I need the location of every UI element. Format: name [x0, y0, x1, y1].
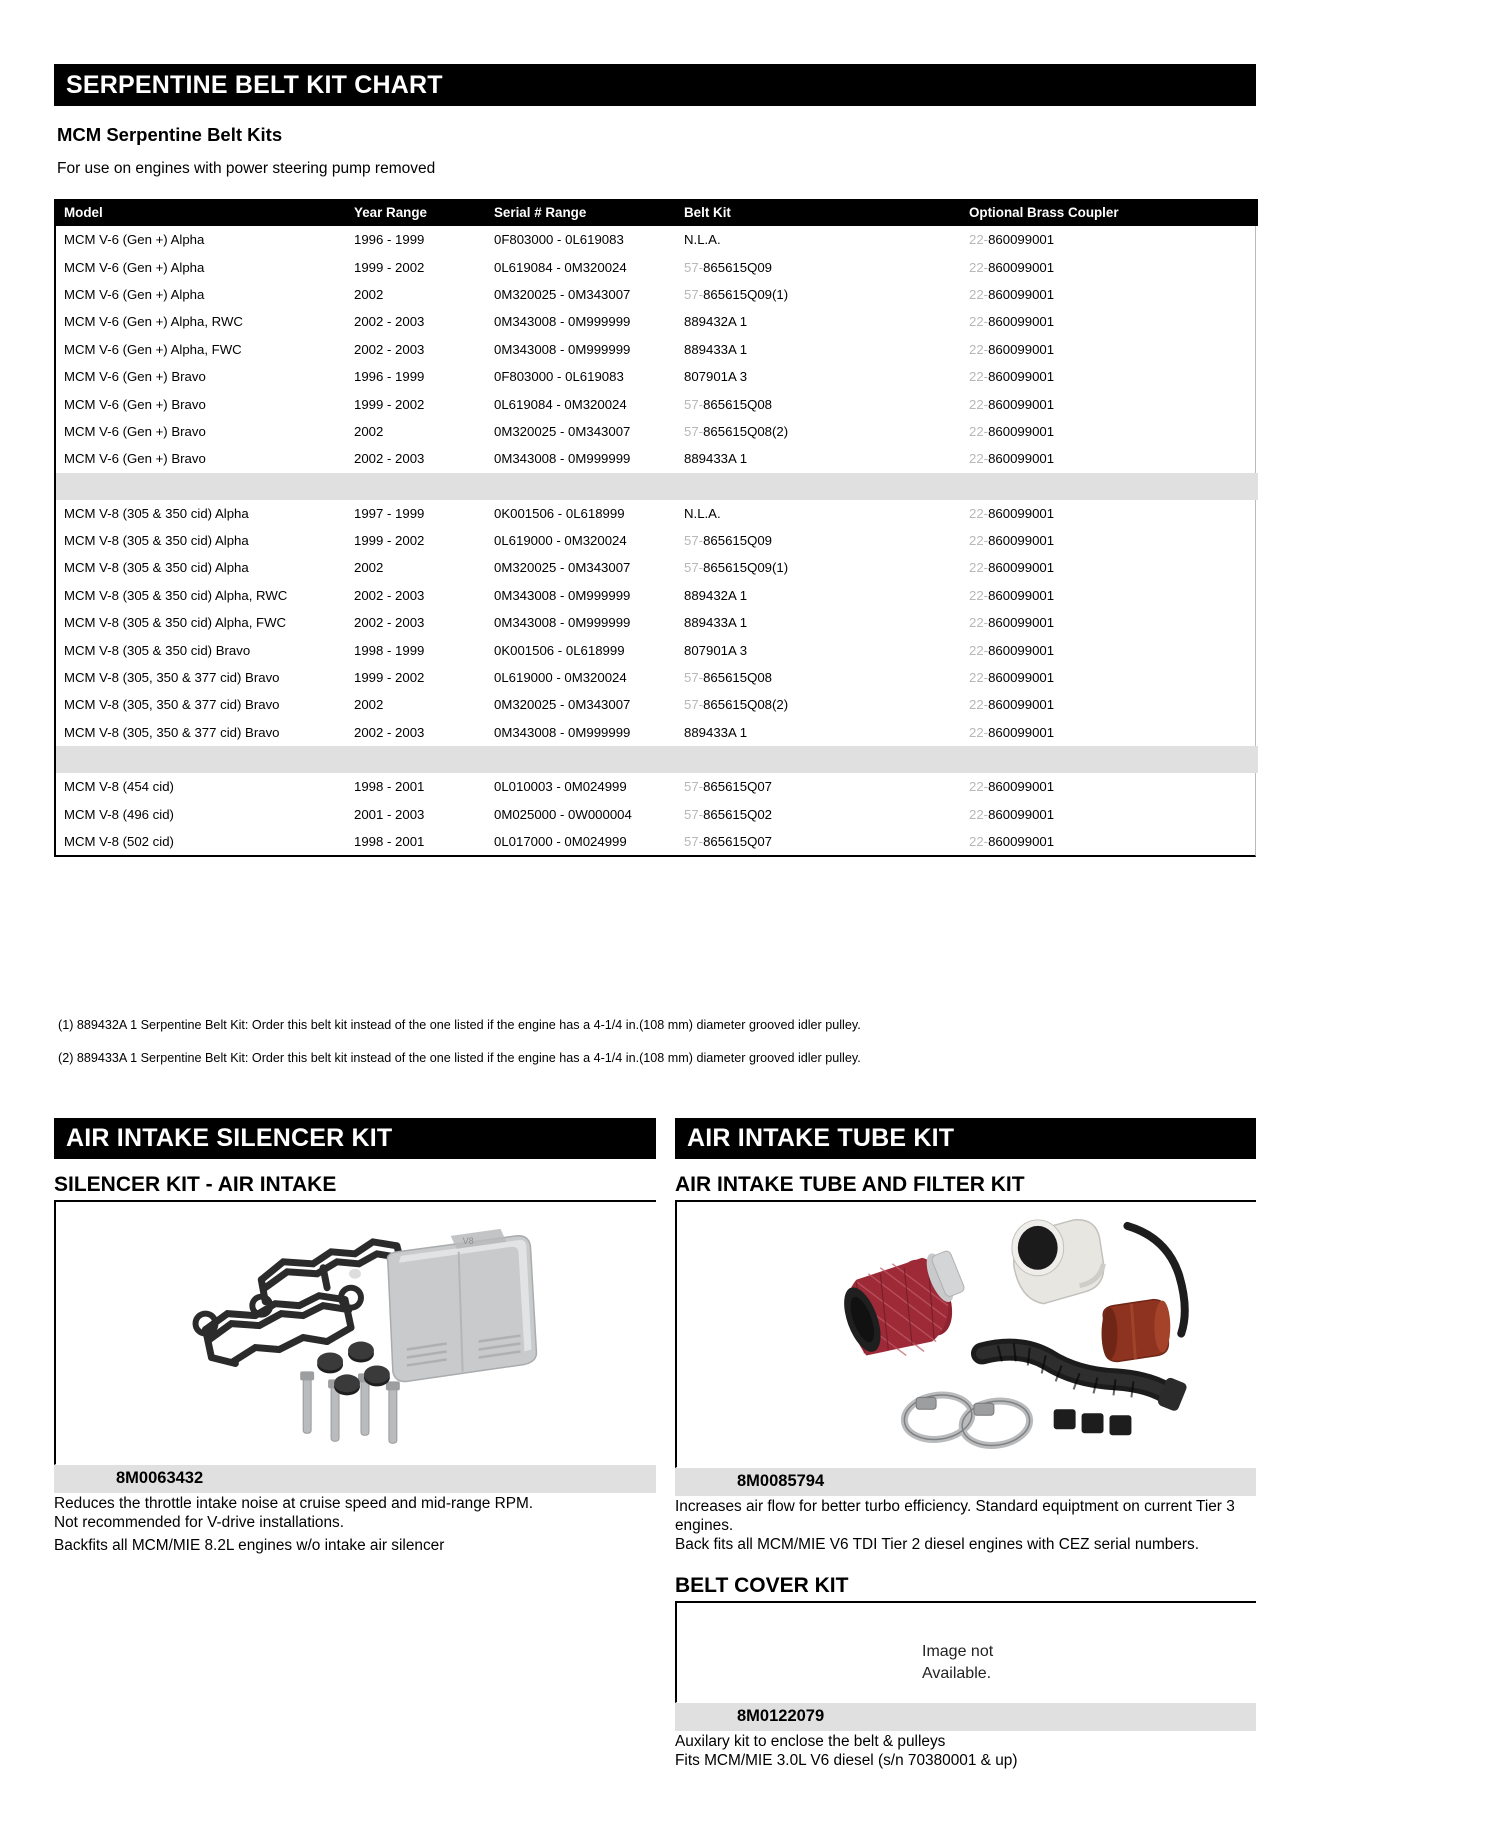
cell-serial-range: 0L017000 - 0M024999 — [494, 834, 627, 849]
cell-model: MCM V-8 (305 & 350 cid) Alpha — [64, 505, 249, 521]
table-row — [56, 226, 1258, 253]
serpentine-belt-kit-table-wrapper — [54, 199, 1256, 857]
cell-year-range: 1999 - 2002 — [354, 396, 425, 412]
cell-optional-brass-coupler — [961, 363, 1258, 390]
cell-belt-kit — [676, 773, 961, 800]
belt-kit-prefix: 57- — [684, 259, 704, 275]
column-header-belt-kit: Belt Kit — [676, 199, 961, 226]
svg-text:V8: V8 — [462, 1235, 474, 1246]
brass-coupler-number: 860099001 — [988, 396, 1055, 412]
brass-coupler-number: 860099001 — [988, 697, 1055, 713]
cell-belt-kit — [676, 445, 961, 472]
belt-kit-number: N.L.A. — [684, 232, 721, 248]
belt-kit-number: 807901A 3 — [684, 642, 748, 658]
cell-year-range: 2002 - 2003 — [354, 615, 425, 631]
cell-model: MCM V-6 (Gen +) Bravo — [64, 369, 206, 385]
image-na-line-1: Image not — [922, 1643, 994, 1661]
belt-cover-desc-line-1: Auxilary kit to enclose the belt & pulleys — [675, 1733, 946, 1751]
cell-model: MCM V-8 (305, 350 & 377 cid) Bravo — [64, 670, 280, 686]
cell-serial-range: 0M343008 - 0M999999 — [494, 587, 631, 603]
image-not-available-text — [922, 1641, 993, 1684]
brass-coupler-number: 860099001 — [988, 232, 1055, 248]
cell-belt-kit — [676, 336, 961, 363]
cell-optional-brass-coupler — [961, 336, 1258, 363]
cell-optional-brass-coupler — [961, 418, 1258, 445]
belt-kit-number: 889433A 1 — [684, 724, 748, 740]
cell-year-range: 2002 — [354, 286, 384, 302]
cell-optional-brass-coupler — [961, 226, 1258, 253]
table-row — [56, 582, 1258, 609]
cell-year-range: 1998 - 2001 — [354, 779, 425, 795]
cell-model: MCM V-8 (305, 350 & 377 cid) Bravo — [64, 724, 280, 740]
brass-coupler-prefix: 22- — [969, 259, 989, 275]
cell-serial-range: 0M025000 - 0W000004 — [494, 806, 632, 822]
belt-kit-number: 865615Q08 — [703, 396, 772, 412]
brass-coupler-prefix: 22- — [969, 724, 989, 740]
table-row — [56, 336, 1258, 363]
table-row — [56, 773, 1258, 800]
cell-year-range: 1996 - 1999 — [354, 369, 425, 385]
brass-coupler-prefix: 22- — [969, 533, 989, 549]
silencer-desc-line-1: Reduces the throttle intake noise at cruise speed and mid-range RPM. — [54, 1495, 534, 1512]
cell-year-range: 1999 - 2002 — [354, 259, 425, 275]
table-row — [56, 445, 1258, 472]
belt-kit-number: 865615Q07 — [703, 779, 772, 795]
cell-model: MCM V-6 (Gen +) Alpha, RWC — [64, 314, 243, 330]
brass-coupler-prefix: 22- — [969, 587, 989, 603]
air-intake-tube-section — [675, 1118, 1256, 1771]
tube-banner-title: AIR INTAKE TUBE KIT — [675, 1118, 1256, 1159]
table-spacer-cell — [56, 746, 1258, 773]
brass-coupler-prefix: 22- — [969, 341, 989, 357]
cell-serial-range: 0M320025 - 0M343007 — [494, 286, 631, 302]
table-row — [56, 281, 1258, 308]
belt-kit-prefix: 57- — [684, 697, 704, 713]
cell-belt-kit — [676, 363, 961, 390]
cell-belt-kit — [676, 664, 961, 691]
brass-coupler-number: 860099001 — [988, 369, 1055, 385]
table-row — [56, 800, 1258, 827]
column-header-model: Model — [56, 199, 346, 226]
table-row — [56, 253, 1258, 280]
cell-year-range: 1997 - 1999 — [354, 505, 425, 521]
cell-model: MCM V-6 (Gen +) Alpha, FWC — [64, 341, 242, 357]
brass-coupler-prefix: 22- — [969, 232, 989, 248]
table-spacer-row — [56, 746, 1258, 773]
cell-belt-kit — [676, 500, 961, 527]
brass-coupler-number: 860099001 — [988, 533, 1055, 549]
table-row — [56, 554, 1258, 581]
belt-kit-number: 807901A 3 — [684, 369, 748, 385]
cell-year-range: 2002 - 2003 — [354, 724, 425, 740]
cell-optional-brass-coupler — [961, 800, 1258, 827]
cell-optional-brass-coupler — [961, 500, 1258, 527]
tube-desc-line-2: engines. — [675, 1516, 734, 1534]
cell-optional-brass-coupler — [961, 609, 1258, 636]
cell-optional-brass-coupler — [961, 719, 1258, 746]
belt-kit-prefix: 57- — [684, 670, 704, 686]
cell-model: MCM V-8 (305 & 350 cid) Bravo — [64, 642, 251, 658]
cell-year-range: 2002 - 2003 — [354, 314, 425, 330]
belt-cover-desc-line-2: Fits MCM/MIE 3.0L V6 diesel (s/n 70380001 & up) — [675, 1752, 1018, 1770]
brass-coupler-prefix: 22- — [969, 697, 989, 713]
belt-kit-prefix: 57- — [684, 560, 704, 576]
column-header-optional-brass-coupler: Optional Brass Coupler — [961, 199, 1258, 226]
brass-coupler-prefix: 22- — [969, 806, 989, 822]
belt-kit-number: 865615Q09(1) — [703, 560, 789, 576]
table-row — [56, 390, 1258, 417]
cell-serial-range: 0K001506 - 0L618999 — [494, 505, 625, 521]
tube-part-number: 8M0085794 — [675, 1468, 1256, 1496]
cell-belt-kit — [676, 719, 961, 746]
column-header-serial-range: Serial # Range — [486, 199, 676, 226]
brass-coupler-number: 860099001 — [988, 587, 1055, 603]
brass-coupler-prefix: 22- — [969, 314, 989, 330]
table-row — [56, 308, 1258, 335]
belt-kit-number: N.L.A. — [684, 505, 721, 521]
cell-serial-range: 0L619084 - 0M320024 — [494, 259, 627, 275]
cell-optional-brass-coupler — [961, 773, 1258, 800]
cell-model: MCM V-8 (305, 350 & 377 cid) Bravo — [64, 697, 280, 713]
brass-coupler-number: 860099001 — [988, 834, 1055, 849]
tube-desc-line-1: Increases air flow for better turbo efficiency. Standard equiptment on current Tier 3 — [675, 1498, 1235, 1515]
brass-coupler-prefix: 22- — [969, 560, 989, 576]
cell-belt-kit — [676, 636, 961, 663]
brass-coupler-prefix: 22- — [969, 423, 989, 439]
belt-cover-photo-placeholder — [675, 1603, 1256, 1703]
brass-coupler-number: 860099001 — [988, 423, 1055, 439]
cell-serial-range: 0M343008 - 0M999999 — [494, 314, 631, 330]
table-spacer-row — [56, 473, 1258, 500]
page-subtitle: MCM Serpentine Belt Kits — [57, 124, 283, 145]
cell-serial-range: 0F803000 - 0L619083 — [494, 369, 624, 385]
brass-coupler-number: 860099001 — [988, 724, 1055, 740]
cell-optional-brass-coupler — [961, 390, 1258, 417]
brass-coupler-number: 860099001 — [988, 314, 1055, 330]
cell-year-range: 2002 — [354, 560, 384, 576]
belt-kit-number: 865615Q07 — [703, 834, 772, 849]
cell-optional-brass-coupler — [961, 308, 1258, 335]
belt-kit-number: 865615Q08(2) — [703, 697, 789, 713]
belt-kit-number: 889433A 1 — [684, 615, 748, 631]
silencer-kit-photo — [54, 1202, 656, 1465]
cell-model: MCM V-8 (305 & 350 cid) Alpha, FWC — [64, 615, 287, 631]
cell-belt-kit — [676, 308, 961, 335]
cell-optional-brass-coupler — [961, 554, 1258, 581]
cell-year-range: 2002 — [354, 697, 384, 713]
brass-coupler-prefix: 22- — [969, 670, 989, 686]
table-row — [56, 363, 1258, 390]
belt-kit-prefix: 57- — [684, 396, 704, 412]
cell-serial-range: 0M343008 - 0M999999 — [494, 724, 631, 740]
belt-kit-number: 889433A 1 — [684, 451, 748, 467]
cell-optional-brass-coupler — [961, 691, 1258, 718]
cell-serial-range: 0M343008 - 0M999999 — [494, 451, 631, 467]
belt-kit-number: 889432A 1 — [684, 314, 748, 330]
cell-serial-range: 0M320025 - 0M343007 — [494, 560, 631, 576]
brass-coupler-number: 860099001 — [988, 642, 1055, 658]
brass-coupler-number: 860099001 — [988, 259, 1055, 275]
silencer-desc-line-3: Backfits all MCM/MIE 8.2L engines w/o intake air silencer — [54, 1536, 445, 1554]
cell-belt-kit — [676, 390, 961, 417]
tube-desc-line-3: Back fits all MCM/MIE V6 TDI Tier 2 diesel engines with CEZ serial numbers. — [675, 1535, 1200, 1553]
belt-kit-prefix: 57- — [684, 779, 704, 795]
cell-serial-range: 0L619000 - 0M320024 — [494, 533, 627, 549]
cell-serial-range: 0M320025 - 0M343007 — [494, 697, 631, 713]
brass-coupler-number: 860099001 — [988, 779, 1055, 795]
silencer-description — [54, 1493, 656, 1555]
cell-model: MCM V-6 (Gen +) Alpha — [64, 232, 205, 248]
brass-coupler-number: 860099001 — [988, 286, 1055, 302]
belt-kit-prefix: 57- — [684, 286, 704, 302]
column-header-year-range: Year Range — [346, 199, 486, 226]
cell-model: MCM V-8 (496 cid) — [64, 806, 174, 822]
cell-belt-kit — [676, 609, 961, 636]
belt-kit-prefix: 57- — [684, 423, 704, 439]
brass-coupler-number: 860099001 — [988, 451, 1055, 467]
cell-year-range: 1999 - 2002 — [354, 533, 425, 549]
silencer-desc-line-2: Not recommended for V-drive installations. — [54, 1513, 344, 1531]
brass-coupler-number: 860099001 — [988, 670, 1055, 686]
table-row — [56, 828, 1258, 855]
cell-belt-kit — [676, 226, 961, 253]
cell-belt-kit — [676, 828, 961, 855]
belt-kit-number: 865615Q08 — [703, 670, 772, 686]
cell-year-range: 2002 — [354, 423, 384, 439]
cell-model: MCM V-8 (454 cid) — [64, 779, 174, 795]
cell-year-range: 2002 - 2003 — [354, 451, 425, 467]
table-row — [56, 527, 1258, 554]
cell-model: MCM V-6 (Gen +) Alpha — [64, 259, 205, 275]
cell-optional-brass-coupler — [961, 281, 1258, 308]
cell-serial-range: 0L619084 - 0M320024 — [494, 396, 627, 412]
tube-kit-photo — [675, 1202, 1256, 1468]
tube-description — [675, 1496, 1256, 1554]
table-row — [56, 418, 1258, 445]
cell-year-range: 1998 - 2001 — [354, 834, 425, 849]
tube-kit-title: AIR INTAKE TUBE AND FILTER KIT — [675, 1173, 1256, 1202]
belt-kit-prefix: 57- — [684, 834, 704, 849]
cell-year-range: 1998 - 1999 — [354, 642, 425, 658]
cell-model: MCM V-8 (305 & 350 cid) Alpha — [64, 533, 249, 549]
belt-kit-number: 865615Q09 — [703, 533, 772, 549]
belt-kit-number: 865615Q09(1) — [703, 286, 789, 302]
cell-serial-range: 0M343008 - 0M999999 — [494, 615, 631, 631]
brass-coupler-prefix: 22- — [969, 396, 989, 412]
cell-model: MCM V-6 (Gen +) Alpha — [64, 286, 205, 302]
belt-kit-prefix: 57- — [684, 806, 704, 822]
footnote-1: (1) 889432A 1 Serpentine Belt Kit: Order this belt kit instead of the one listed if the engine has a 4-1/4 in.(108 mm) diameter grooved idler pulley. — [58, 1018, 861, 1032]
cell-serial-range: 0L619000 - 0M320024 — [494, 670, 627, 686]
silencer-part-number: 8M0063432 — [54, 1465, 656, 1493]
page-note: For use on engines with power steering pump removed — [57, 160, 436, 177]
table-row — [56, 664, 1258, 691]
cell-model: MCM V-8 (502 cid) — [64, 834, 174, 849]
cell-year-range: 2002 - 2003 — [354, 341, 425, 357]
brass-coupler-prefix: 22- — [969, 779, 989, 795]
cell-year-range: 2002 - 2003 — [354, 587, 425, 603]
belt-kit-prefix: 57- — [684, 533, 704, 549]
cell-optional-brass-coupler — [961, 582, 1258, 609]
belt-kit-number: 865615Q09 — [703, 259, 772, 275]
serpentine-belt-kit-table — [56, 199, 1258, 855]
belt-kit-number: 865615Q08(2) — [703, 423, 789, 439]
cell-serial-range: 0M343008 - 0M999999 — [494, 341, 631, 357]
brass-coupler-number: 860099001 — [988, 560, 1055, 576]
brass-coupler-prefix: 22- — [969, 505, 989, 521]
table-row — [56, 500, 1258, 527]
image-na-line-2: Available. — [922, 1664, 992, 1682]
brass-coupler-number: 860099001 — [988, 341, 1055, 357]
footnote-2: (2) 889433A 1 Serpentine Belt Kit: Order this belt kit instead of the one listed if the engine has a 4-1/4 in.(108 mm) diameter grooved idler pulley. — [58, 1051, 861, 1065]
cell-year-range: 2001 - 2003 — [354, 806, 425, 822]
brass-coupler-prefix: 22- — [969, 451, 989, 467]
belt-cover-part-number: 8M0122079 — [675, 1703, 1256, 1731]
cell-model: MCM V-8 (305 & 350 cid) Alpha — [64, 560, 249, 576]
table-row — [56, 719, 1258, 746]
cell-model: MCM V-6 (Gen +) Bravo — [64, 423, 206, 439]
table-body — [56, 226, 1258, 855]
air-intake-silencer-section — [54, 1118, 656, 1555]
cell-serial-range: 0F803000 - 0L619083 — [494, 232, 624, 248]
brass-coupler-number: 860099001 — [988, 615, 1055, 631]
cell-belt-kit — [676, 281, 961, 308]
brass-coupler-prefix: 22- — [969, 369, 989, 385]
brass-coupler-prefix: 22- — [969, 615, 989, 631]
page-banner-title: SERPENTINE BELT KIT CHART — [54, 64, 1256, 106]
table-row — [56, 691, 1258, 718]
belt-kit-number: 865615Q02 — [703, 806, 772, 822]
cell-belt-kit — [676, 800, 961, 827]
cell-optional-brass-coupler — [961, 253, 1258, 280]
cell-belt-kit — [676, 691, 961, 718]
cell-serial-range: 0M320025 - 0M343007 — [494, 423, 631, 439]
cell-model: MCM V-6 (Gen +) Bravo — [64, 451, 206, 467]
tube-kit-illustration — [677, 1202, 1256, 1467]
belt-kit-number: 889432A 1 — [684, 587, 748, 603]
brass-coupler-prefix: 22- — [969, 642, 989, 658]
cell-optional-brass-coupler — [961, 445, 1258, 472]
brass-coupler-prefix: 22- — [969, 834, 989, 849]
brass-coupler-number: 860099001 — [988, 806, 1055, 822]
cell-serial-range: 0K001506 - 0L618999 — [494, 642, 625, 658]
table-row — [56, 609, 1258, 636]
cell-year-range: 1999 - 2002 — [354, 670, 425, 686]
silencer-banner-title: AIR INTAKE SILENCER KIT — [54, 1118, 656, 1159]
table-row — [56, 636, 1258, 663]
cell-belt-kit — [676, 418, 961, 445]
belt-cover-kit-title: BELT COVER KIT — [675, 1574, 1256, 1603]
cell-belt-kit — [676, 253, 961, 280]
cell-model: MCM V-8 (305 & 350 cid) Alpha, RWC — [64, 587, 288, 603]
table-header-row — [56, 199, 1258, 226]
cell-optional-brass-coupler — [961, 828, 1258, 855]
belt-cover-description — [675, 1731, 1256, 1771]
brass-coupler-number: 860099001 — [988, 505, 1055, 521]
cell-belt-kit — [676, 582, 961, 609]
cell-belt-kit — [676, 554, 961, 581]
silencer-kit-title: SILENCER KIT - AIR INTAKE — [54, 1173, 656, 1202]
cell-optional-brass-coupler — [961, 664, 1258, 691]
cell-serial-range: 0L010003 - 0M024999 — [494, 779, 627, 795]
brass-coupler-prefix: 22- — [969, 286, 989, 302]
silencer-kit-illustration — [56, 1202, 656, 1464]
cell-year-range: 1996 - 1999 — [354, 232, 425, 248]
table-spacer-cell — [56, 473, 1258, 500]
belt-kit-number: 889433A 1 — [684, 341, 748, 357]
cell-belt-kit — [676, 527, 961, 554]
cell-model: MCM V-6 (Gen +) Bravo — [64, 396, 206, 412]
cell-optional-brass-coupler — [961, 636, 1258, 663]
cell-optional-brass-coupler — [961, 527, 1258, 554]
